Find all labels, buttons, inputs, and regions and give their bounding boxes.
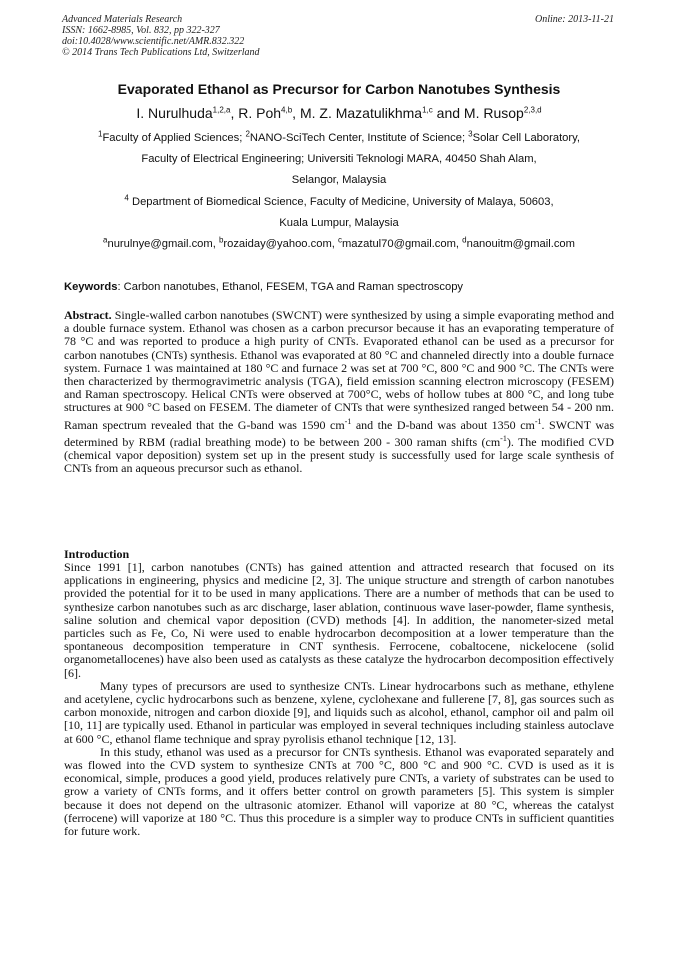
- email-sup: d: [462, 235, 467, 245]
- email-address[interactable]: nanouitm@gmail.com: [466, 238, 575, 250]
- author-name: M. Rusop: [463, 105, 524, 121]
- paragraph: Many types of precursors are used to synthesize CNTs. Linear hydrocarbons such as methane, ethylene and acetylene, cyclic hydrocarbons such as benzene, xylene, cyclohexane and fullerene [7, 8], gas sources such as carbon monoxide, nitrogen and carbon dioxide [9], and liquids such as alcohol, ethanol, camphor oil and palm oil [10, 11] are typically used. Ethanol in particular was employed in several techniques including stainless autoclave at 600 °C, ethanol flame technique and spray pyrolisis ethanol technique [12, 13].: [64, 678, 614, 746]
- online-date: Online: 2013-11-21: [535, 14, 614, 25]
- superscript: -1: [534, 416, 542, 426]
- journal-doi[interactable]: doi:10.4028/www.scientific.net/AMR.832.322: [62, 36, 245, 47]
- journal-copyright: © 2014 Trans Tech Publications Ltd, Switzerland: [62, 47, 260, 58]
- affiliation-text: Faculty of Applied Sciences;: [102, 132, 246, 144]
- superscript: -1: [500, 433, 507, 443]
- abstract-text: and the D-band was about 1350 cm: [351, 417, 535, 432]
- paragraph: Since 1991 [1], carbon nanotubes (CNTs) has gained attention and attracted research that focused on its applications in engineering, physics and medicine [2, 3]. The unique structure and strength of carbon nanotubes provided the potential for it to be used in many applications. There are a number of methods that can be used to synthesize carbon nanotubes such as arc discharge, laser ablation, continuous wave laser-powder, flame synthesis, saline solution and chemical vapor deposition (CVD) methods [4]. In addition, the nanometer-sized metal particles such as Fe, Co, Ni were used to enable hydrocarbon decomposition at a lower temperature than the spontaneous decomposition temperature in CNT synthesis. Ferrocene, cobaltocene, nickelocene (solid organometallocenes) have also been used as catalysts as these catalyze the hydrocarbon decomposition effectively [6].: [64, 560, 614, 680]
- affiliation-text: NANO-SciTech Center, Institute of Science;: [249, 132, 469, 144]
- journal-name: Advanced Materials Research: [62, 14, 183, 25]
- affiliation-sup: 3: [468, 129, 473, 139]
- affiliation-text: Department of Biomedical Science, Faculty of Medicine, University of Malaya, 50603,: [128, 196, 554, 208]
- abstract-label: Abstract.: [64, 308, 112, 322]
- introduction-heading: Introduction: [64, 547, 130, 561]
- email-address[interactable]: mazatul70@gmail.com,: [341, 238, 463, 250]
- introduction-body: [64, 561, 614, 838]
- superscript: -1: [344, 416, 352, 426]
- email-line: [0, 237, 678, 251]
- author-affiliation-sup: 1,2,a: [212, 105, 231, 115]
- paper-title: Evaporated Ethanol as Precursor for Carbon Nanotubes Synthesis: [117, 81, 561, 97]
- affiliation-sup: 4: [124, 193, 129, 203]
- author-affiliation-sup: 1,c: [422, 105, 433, 115]
- email-sup: b: [218, 235, 224, 245]
- author-name: I. Nurulhuda: [136, 105, 213, 121]
- author-affiliation-sup: 2,3,d: [523, 105, 542, 115]
- paragraph: In this study, ethanol was used as a precursor for CNTs synthesis. Ethanol was evaporated separately and was flowed into the CVD system to synthesize CNTs at 700 °C, 800 °C and 900 °C. CVD is used as it is economical, simple, produces a good yield, produces relatively pure CNTs, a variety of substrates can be used to grow a variety of CNTs forms, and it offers better control on growth parameters [5]. This system is simpler because it does not depend on the ultrasonic atomizer. Ethanol will vaporize at 80 °C, whereas the catalyst (ferrocene) will vaporize at 180 °C. Thus this procedure is a simpler way to produce CNTs in sufficient quantities for future work.: [64, 744, 614, 839]
- keywords: [64, 280, 463, 294]
- affiliation-line: [0, 195, 678, 209]
- email-sup: c: [337, 235, 342, 245]
- affiliation-sup: 2: [245, 129, 250, 139]
- abstract-text: . SWCNT was determined by RBM (radial breathing mode) to be between 200 - 300 raman shifts (cm: [64, 417, 614, 449]
- affiliation-line: Kuala Lumpur, Malaysia: [279, 217, 399, 229]
- affiliation-line: Faculty of Electrical Engineering; Universiti Teknologi MARA, 40450 Shah Alam,: [141, 153, 537, 165]
- author-list: I. Nurulhuda$^{1,2,a}$, R. Poh$^{4,b}$, M. Z. Mazatulikhma$^{1,c}$ and M. Rusop$^{2,3,d}$: [136, 105, 542, 121]
- affiliation-text: Solar Cell Laboratory,: [472, 132, 580, 144]
- author-name: R. Poh: [238, 105, 282, 121]
- email-address[interactable]: nurulnye@gmail.com,: [107, 238, 219, 250]
- keywords-label: Keywords: [64, 281, 118, 293]
- keywords-text: : Carbon nanotubes, Ethanol, FESEM, TGA and Raman spectroscopy: [117, 281, 464, 293]
- abstract: [64, 309, 614, 475]
- journal-issn: ISSN: 1662-8985, Vol. 832, pp 322-327: [62, 25, 220, 36]
- email-address[interactable]: rozaiday@yahoo.com,: [223, 238, 338, 250]
- affiliation-sup: 1: [97, 129, 103, 139]
- journal-header: [62, 14, 260, 58]
- abstract-text: ). The modified CVD (chemical vapor deposition) system set up in the present study is successfully used for large scale synthesis of CNTs from an aqueous precursor such as ethanol.: [64, 434, 614, 476]
- abstract-text: Single-walled carbon nanotubes (SWCNT) were synthesized by using a simple evaporating method and a double furnace system. Ethanol was chosen as a carbon precursor because it has an evaporating temperature of 78 °C and was reported to produce a high purity of CNTs. Evaporated ethanol can be used as a precursor for carbon nanotubes (CNTs) synthesis. Ethanol was evaporated at 80 °C and channeled directly into a double furnace system. Furnace 1 was maintained at 180 °C and furnace 2 was set at 700 °C, 800 °C and 900 °C. The CNTs were then characterized by thermogravimetric analysis (TGA), field emission scanning electron microscopy (FESEM) and Raman spectroscopy. Helical CNTs were observed at 700°C, webs of hollow tubes at 800 °C, and long tube structures at 900 °C based on FESEM. The diameter of CNTs that were synthesized ranged between 54 - 200 nm. Raman spectrum revealed that the G-band was 1590 cm: [64, 308, 614, 432]
- affiliation-line: Selangor, Malaysia: [291, 174, 387, 186]
- affiliation-line: [0, 131, 678, 145]
- author-affiliation-sup: 4,b: [281, 105, 293, 115]
- author-name: M. Z. Mazatulikhma: [299, 105, 423, 121]
- email-sup: a: [103, 235, 108, 245]
